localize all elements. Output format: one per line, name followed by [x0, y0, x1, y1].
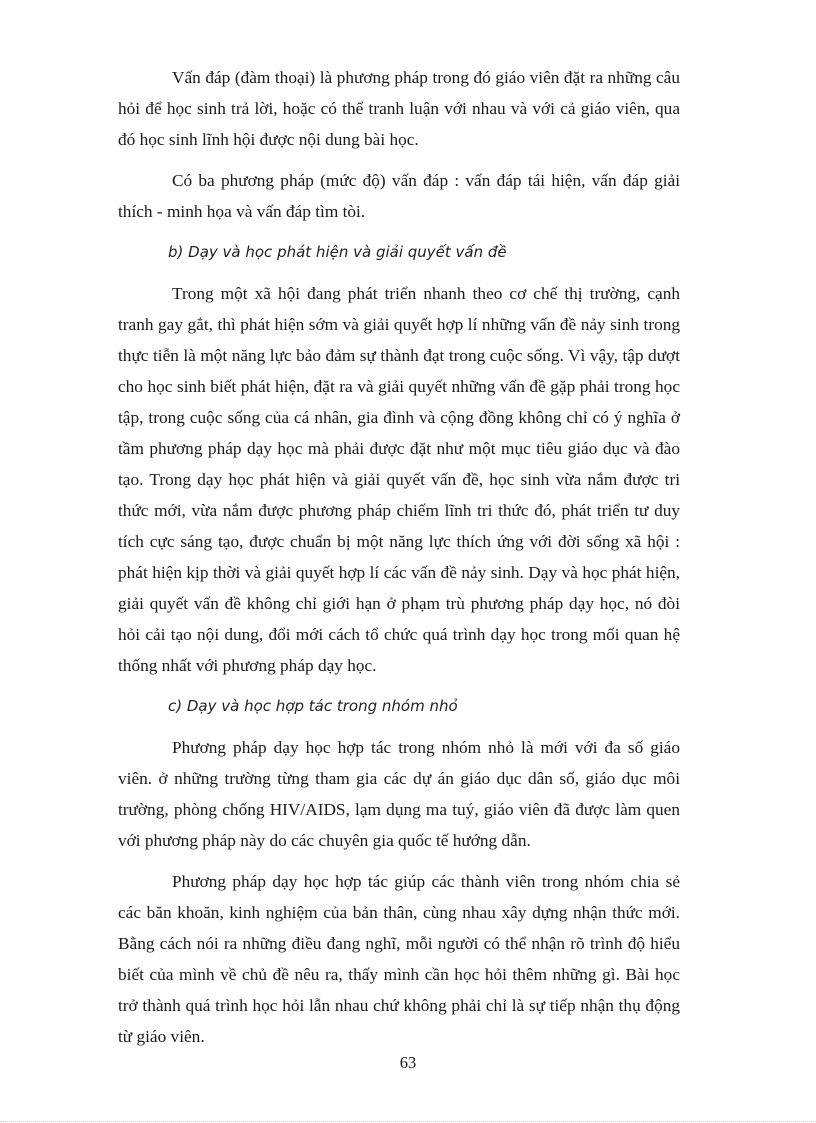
paragraph-group-learning-benefits: Phương pháp dạy học hợp tác giúp các thành viên trong nhóm chia sẻ các băn khoăn, kinh nghiệm của bản thân, cùng nhau xây dựng nhận thức mới. Bằng cách nói ra những điều đang nghĩ, mỗi người có thể nhận rõ trình độ hiểu biết của mình về chủ đề nêu ra, thấy mình cần học hỏi thêm những gì. Bài học trở thành quá trình học hỏi lẫn nhau chứ không phải chỉ là sự tiếp nhận thụ động từ giáo viên.	[118, 872, 680, 1046]
page-bottom-divider	[0, 1121, 816, 1122]
paragraph-group-learning-intro: Phương pháp dạy học hợp tác trong nhóm nhỏ là mới với đa số giáo viên. ở những trường từng tham gia các dự án giáo dục dân số, giáo dục môi trường, phòng chống HIV/AIDS, lạm dụng ma tuý, giáo viên đã được làm quen với phương pháp này do các chuyên gia quốc tế hướng dẫn.	[118, 738, 680, 850]
section-heading-c: c) Dạy và học hợp tác trong nhóm nhỏ	[168, 697, 458, 715]
page-number: 63	[399, 1053, 417, 1072]
paragraph-van-dap-levels: Có ba phương pháp (mức độ) vấn đáp : vấn đáp tái hiện, vấn đáp giải thích - minh họa và vấn đáp tìm tòi.	[118, 171, 680, 221]
page-body	[118, 62, 680, 1052]
paragraph-van-dap-definition: Vấn đáp (đàm thoại) là phương pháp trong đó giáo viên đặt ra những câu hỏi để học sinh trả lời, hoặc có thể tranh luận với nhau và với cả giáo viên, qua đó học sinh lĩnh hội được nội dung bài học.	[118, 68, 680, 149]
section-heading-b: b) Dạy và học phát hiện và giải quyết vấn đề	[168, 243, 507, 261]
paragraph-problem-solving: Trong một xã hội đang phát triển nhanh theo cơ chế thị trường, cạnh tranh gay gắt, thì phát hiện sớm và giải quyết hợp lí những vấn đề nảy sinh trong thực tiễn là một năng lực bảo đảm sự thành đạt trong cuộc sống. Vì vậy, tập dượt cho học sinh biết phát hiện, đặt ra và giải quyết những vấn đề gặp phải trong học tập, trong cuộc sống của cá nhân, gia đình và cộng đồng không chỉ có ý nghĩa ở tầm phương pháp dạy học mà phải được đặt như một mục tiêu giáo dục và đào tạo. Trong dạy học phát hiện và giải quyết vấn đề, học sinh vừa nắm được tri thức mới, vừa nắm được phương pháp chiếm lĩnh tri thức đó, phát triển tư duy tích cực sáng tạo, được chuẩn bị một năng lực thích ứng với đời sống xã hội : phát hiện kịp thời và giải quyết hợp lí các vấn đề nảy sinh. Dạy và học phát hiện, giải quyết vấn đề không chỉ giới hạn ở phạm trù phương pháp dạy học, nó đòi hỏi cải tạo nội dung, đổi mới cách tổ chức quá trình dạy học trong mối quan hệ thống nhất với phương pháp dạy học.	[118, 284, 680, 675]
